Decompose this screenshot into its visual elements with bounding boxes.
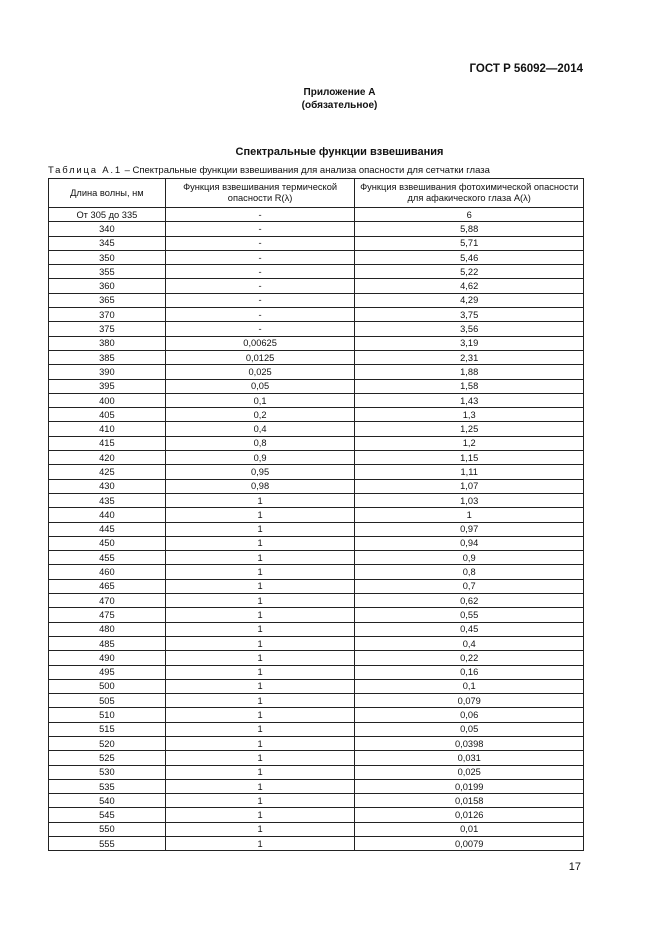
wavelength-cell: 345: [49, 236, 166, 250]
table-row: [49, 508, 584, 522]
wavelength-cell: 350: [49, 250, 166, 264]
table-row: [49, 465, 584, 479]
wavelength-cell: 495: [49, 665, 166, 679]
wavelength-cell: 525: [49, 751, 166, 765]
table-row: [49, 822, 584, 836]
wavelength-cell: 410: [49, 422, 166, 436]
wavelength-cell: 440: [49, 508, 166, 522]
page-number: 17: [568, 861, 581, 873]
photochemical-value-cell: 3,56: [355, 322, 584, 336]
table-row: [49, 279, 584, 293]
photochemical-value-cell: 0,7: [355, 579, 584, 593]
wavelength-cell: 430: [49, 479, 166, 493]
wavelength-cell: 450: [49, 536, 166, 550]
thermal-value-cell: 0,025: [165, 365, 355, 379]
thermal-value-cell: -: [165, 222, 355, 236]
photochemical-value-cell: 0,0126: [355, 808, 584, 822]
photochemical-value-cell: 0,62: [355, 594, 584, 608]
thermal-value-cell: 1: [165, 765, 355, 779]
table-row: [49, 408, 584, 422]
table-row: [49, 208, 584, 222]
photochemical-value-cell: 0,06: [355, 708, 584, 722]
thermal-value-cell: 0,95: [165, 465, 355, 479]
table-row: [49, 694, 584, 708]
thermal-value-cell: 0,05: [165, 379, 355, 393]
thermal-value-cell: 1: [165, 794, 355, 808]
table-row: [49, 336, 584, 350]
photochemical-value-cell: 0,9: [355, 551, 584, 565]
photochemical-value-cell: 0,031: [355, 751, 584, 765]
thermal-value-cell: 1: [165, 522, 355, 536]
thermal-value-cell: 1: [165, 594, 355, 608]
photochemical-value-cell: 1,25: [355, 422, 584, 436]
wavelength-cell: От 305 до 335: [49, 208, 166, 222]
table-row: [49, 651, 584, 665]
thermal-value-cell: 0,2: [165, 408, 355, 422]
thermal-value-cell: 0,1: [165, 393, 355, 407]
wavelength-cell: 515: [49, 722, 166, 736]
table-row: [49, 722, 584, 736]
photochemical-value-cell: 0,01: [355, 822, 584, 836]
thermal-value-cell: 1: [165, 665, 355, 679]
wavelength-cell: 480: [49, 622, 166, 636]
wavelength-cell: 460: [49, 565, 166, 579]
thermal-value-cell: 0,8: [165, 436, 355, 450]
wavelength-cell: 420: [49, 451, 166, 465]
table-row: [49, 436, 584, 450]
photochemical-value-cell: 0,079: [355, 694, 584, 708]
table-row: [49, 265, 584, 279]
weighting-functions-table: [48, 178, 584, 851]
wavelength-cell: 355: [49, 265, 166, 279]
wavelength-cell: 550: [49, 822, 166, 836]
thermal-value-cell: 1: [165, 779, 355, 793]
photochemical-value-cell: 0,55: [355, 608, 584, 622]
photochemical-value-cell: 0,05: [355, 722, 584, 736]
thermal-value-cell: 0,9: [165, 451, 355, 465]
thermal-value-cell: 0,0125: [165, 350, 355, 364]
table-row: [49, 493, 584, 507]
photochemical-value-cell: 1,07: [355, 479, 584, 493]
photochemical-value-cell: 1,03: [355, 493, 584, 507]
thermal-value-cell: 0,00625: [165, 336, 355, 350]
photochemical-value-cell: 1,58: [355, 379, 584, 393]
thermal-value-cell: -: [165, 308, 355, 322]
thermal-value-cell: -: [165, 279, 355, 293]
table-row: [49, 393, 584, 407]
thermal-value-cell: 1: [165, 722, 355, 736]
photochemical-value-cell: 1,43: [355, 393, 584, 407]
photochemical-value-cell: 0,16: [355, 665, 584, 679]
wavelength-cell: 425: [49, 465, 166, 479]
table-row: [49, 794, 584, 808]
table-row: [49, 479, 584, 493]
thermal-value-cell: -: [165, 236, 355, 250]
photochemical-value-cell: 5,71: [355, 236, 584, 250]
thermal-value-cell: 1: [165, 636, 355, 650]
table-row: [49, 250, 584, 264]
photochemical-value-cell: 1,3: [355, 408, 584, 422]
table-row: [49, 350, 584, 364]
photochemical-value-cell: 1,88: [355, 365, 584, 379]
wavelength-cell: 470: [49, 594, 166, 608]
table-row: [49, 679, 584, 693]
thermal-value-cell: 1: [165, 708, 355, 722]
table-header-row: [49, 179, 584, 208]
photochemical-value-cell: 6: [355, 208, 584, 222]
thermal-value-cell: 1: [165, 651, 355, 665]
table-row: [49, 579, 584, 593]
thermal-value-cell: 1: [165, 536, 355, 550]
table-row: [49, 751, 584, 765]
photochemical-value-cell: 4,29: [355, 293, 584, 307]
thermal-value-cell: 1: [165, 493, 355, 507]
photochemical-value-cell: 0,0079: [355, 837, 584, 851]
photochemical-value-cell: 2,31: [355, 350, 584, 364]
thermal-value-cell: 1: [165, 694, 355, 708]
wavelength-cell: 370: [49, 308, 166, 322]
header-thermal-hazard: Функция взвешивания термической опасности R(λ): [165, 179, 355, 208]
thermal-value-cell: 1: [165, 679, 355, 693]
photochemical-value-cell: 0,97: [355, 522, 584, 536]
photochemical-value-cell: 0,0158: [355, 794, 584, 808]
wavelength-cell: 530: [49, 765, 166, 779]
photochemical-value-cell: 5,22: [355, 265, 584, 279]
table-row: [49, 622, 584, 636]
photochemical-value-cell: 5,88: [355, 222, 584, 236]
table-row: [49, 608, 584, 622]
photochemical-value-cell: 0,025: [355, 765, 584, 779]
wavelength-cell: 405: [49, 408, 166, 422]
table-row: [49, 708, 584, 722]
appendix-status: (обязательное): [301, 100, 378, 111]
table-row: [49, 379, 584, 393]
table-row: [49, 779, 584, 793]
photochemical-value-cell: 5,46: [355, 250, 584, 264]
thermal-value-cell: 1: [165, 551, 355, 565]
photochemical-value-cell: 0,0199: [355, 779, 584, 793]
header-photochemical-hazard: Функция взвешивания фотохимической опасности для афакического глаза A(λ): [355, 179, 584, 208]
photochemical-value-cell: 0,4: [355, 636, 584, 650]
photochemical-value-cell: 0,22: [355, 651, 584, 665]
photochemical-value-cell: 1,11: [355, 465, 584, 479]
thermal-value-cell: -: [165, 293, 355, 307]
wavelength-cell: 390: [49, 365, 166, 379]
wavelength-cell: 520: [49, 736, 166, 750]
wavelength-cell: 445: [49, 522, 166, 536]
thermal-value-cell: 1: [165, 736, 355, 750]
thermal-value-cell: -: [165, 250, 355, 264]
table-row: [49, 665, 584, 679]
photochemical-value-cell: 0,8: [355, 565, 584, 579]
appendix-title: Приложение А: [303, 87, 376, 98]
document-id: ГОСТ Р 56092—2014: [469, 63, 583, 75]
photochemical-value-cell: 3,75: [355, 308, 584, 322]
table-row: [49, 551, 584, 565]
thermal-value-cell: 1: [165, 808, 355, 822]
table-row: [49, 365, 584, 379]
wavelength-cell: 540: [49, 794, 166, 808]
thermal-value-cell: 1: [165, 622, 355, 636]
table-row: [49, 808, 584, 822]
thermal-value-cell: 1: [165, 565, 355, 579]
table-row: [49, 565, 584, 579]
photochemical-value-cell: 0,1: [355, 679, 584, 693]
wavelength-cell: 360: [49, 279, 166, 293]
photochemical-value-cell: 0,94: [355, 536, 584, 550]
table-row: [49, 451, 584, 465]
thermal-value-cell: 1: [165, 751, 355, 765]
wavelength-cell: 545: [49, 808, 166, 822]
table-row: [49, 522, 584, 536]
thermal-value-cell: -: [165, 322, 355, 336]
wavelength-cell: 500: [49, 679, 166, 693]
wavelength-cell: 465: [49, 579, 166, 593]
photochemical-value-cell: 0,0398: [355, 736, 584, 750]
table-caption-text: – Спектральные функции взвешивания для анализа опасности для сетчатки глаза: [121, 165, 490, 176]
wavelength-cell: 365: [49, 293, 166, 307]
thermal-value-cell: 1: [165, 579, 355, 593]
wavelength-cell: 380: [49, 336, 166, 350]
photochemical-value-cell: 1,2: [355, 436, 584, 450]
thermal-value-cell: 0,4: [165, 422, 355, 436]
thermal-value-cell: 1: [165, 608, 355, 622]
photochemical-value-cell: 1,15: [355, 451, 584, 465]
photochemical-value-cell: 4,62: [355, 279, 584, 293]
wavelength-cell: 510: [49, 708, 166, 722]
wavelength-cell: 505: [49, 694, 166, 708]
header-wavelength: Длина волны, нм: [49, 179, 166, 208]
wavelength-cell: 340: [49, 222, 166, 236]
wavelength-cell: 395: [49, 379, 166, 393]
wavelength-cell: 490: [49, 651, 166, 665]
photochemical-value-cell: 1: [355, 508, 584, 522]
wavelength-cell: 400: [49, 393, 166, 407]
section-title: Спектральные функции взвешивания: [235, 146, 444, 158]
table-row: [49, 236, 584, 250]
table-row: [49, 293, 584, 307]
thermal-value-cell: 1: [165, 508, 355, 522]
table-row: [49, 322, 584, 336]
table-row: [49, 736, 584, 750]
table-row: [49, 594, 584, 608]
wavelength-cell: 435: [49, 493, 166, 507]
thermal-value-cell: 1: [165, 837, 355, 851]
thermal-value-cell: -: [165, 208, 355, 222]
table-row: [49, 636, 584, 650]
table-caption-label: Таблица А.1: [48, 165, 122, 176]
wavelength-cell: 555: [49, 837, 166, 851]
table-row: [49, 308, 584, 322]
table-caption: [48, 165, 490, 176]
thermal-value-cell: 1: [165, 822, 355, 836]
table-row: [49, 422, 584, 436]
thermal-value-cell: 0,98: [165, 479, 355, 493]
table-row: [49, 837, 584, 851]
wavelength-cell: 385: [49, 350, 166, 364]
table-row: [49, 536, 584, 550]
wavelength-cell: 415: [49, 436, 166, 450]
photochemical-value-cell: 0,45: [355, 622, 584, 636]
wavelength-cell: 535: [49, 779, 166, 793]
table-row: [49, 222, 584, 236]
wavelength-cell: 475: [49, 608, 166, 622]
wavelength-cell: 485: [49, 636, 166, 650]
thermal-value-cell: -: [165, 265, 355, 279]
wavelength-cell: 375: [49, 322, 166, 336]
table-row: [49, 765, 584, 779]
wavelength-cell: 455: [49, 551, 166, 565]
photochemical-value-cell: 3,19: [355, 336, 584, 350]
appendix-heading: [0, 86, 661, 112]
